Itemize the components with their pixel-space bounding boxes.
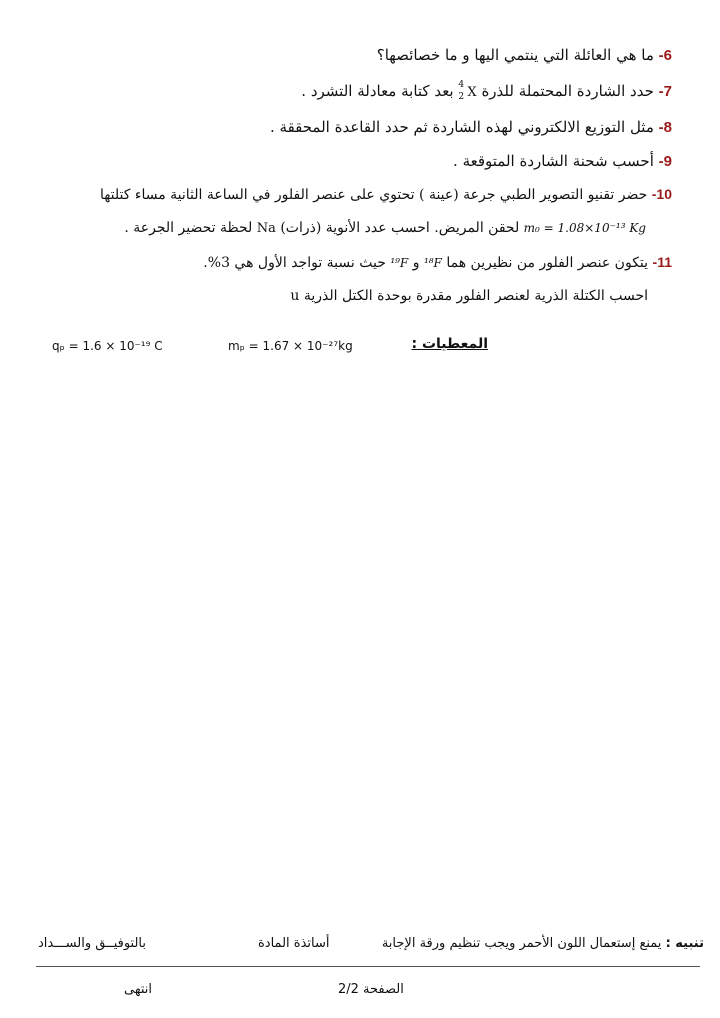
question-number: 10-: [651, 186, 672, 202]
question-text-2: حيث نسبة تواجد الأول هي 3%.: [203, 255, 386, 271]
isotope-18: ¹⁸F: [423, 256, 442, 270]
sample-mass: m₀ = 1.08×10⁻¹³ Kg: [523, 221, 646, 235]
atom-notation: [458, 80, 477, 102]
page-number: الصفحة 2/2: [338, 982, 404, 997]
question-8: [270, 118, 672, 136]
question-11-line-2: [290, 288, 648, 304]
question-number: 9-: [658, 153, 672, 170]
question-6: [377, 46, 672, 64]
question-number: 8-: [658, 119, 672, 136]
notice-text: يمنع إستعمال اللون الأحمر ويجب تنظيم ورقة الإجابة: [381, 936, 662, 951]
question-text: ما هي العائلة التي ينتمي اليها و ما خصائصها؟: [376, 46, 654, 64]
givens-label: المعطيات :: [411, 336, 488, 352]
atomic-number: 2: [458, 92, 465, 102]
question-number: 7-: [658, 83, 672, 100]
notice-label: تنبيه :: [665, 936, 704, 951]
question-text: مثل التوزيع الالكتروني لهذه الشاردة ثم حدد القاعدة المحققة .: [269, 118, 654, 136]
question-7: [301, 82, 672, 100]
question-text-3: احسب الكتلة الذرية لعنصر الفلور مقدرة بوحدة الكتل الذرية u: [290, 288, 648, 304]
question-10-line-2: [124, 220, 646, 236]
mass-number: 4: [458, 80, 465, 90]
question-11: [203, 254, 672, 271]
question-number: 11-: [652, 254, 672, 270]
end-label: انتهى: [124, 982, 152, 997]
question-text: حضر تقنيو التصوير الطبي جرعة (عينة ) تحتوي على عنصر الفلور في الساعة الثانية مساء كتلتها: [99, 187, 648, 203]
isotope-19: ¹⁹F: [390, 256, 409, 270]
teachers-signature: أساتذة المادة: [258, 936, 330, 951]
question-text-2: لحقن المريض. احسب عدد الأنوية (ذرات): [280, 220, 520, 236]
good-luck-wish: بالتوفيــق والســـداد: [38, 936, 147, 951]
givens: [0, 336, 720, 358]
question-9: [453, 152, 672, 170]
proton-charge: qₚ = 1.6 × 10⁻¹⁹ C: [52, 339, 163, 353]
question-text-2: بعد كتابة معادلة التشرد .: [301, 82, 454, 100]
proton-mass: mₚ = 1.67 × 10⁻²⁷kg: [228, 339, 353, 353]
atom-symbol: X: [467, 85, 477, 100]
question-text: حدد الشاردة المحتملة للذرة: [481, 82, 654, 100]
conjunction: و: [412, 255, 420, 271]
nuclei-count-symbol: Na: [256, 221, 276, 236]
footer-divider: [36, 966, 700, 967]
question-10: [100, 186, 672, 203]
question-text-3: لحظة تحضير الجرعة .: [124, 220, 253, 236]
question-number: 6-: [658, 47, 672, 64]
question-text: يتكون عنصر الفلور من نظيرين هما: [446, 255, 649, 271]
notice: [382, 936, 704, 951]
question-text: أحسب شحنة الشاردة المتوقعة .: [453, 152, 654, 170]
